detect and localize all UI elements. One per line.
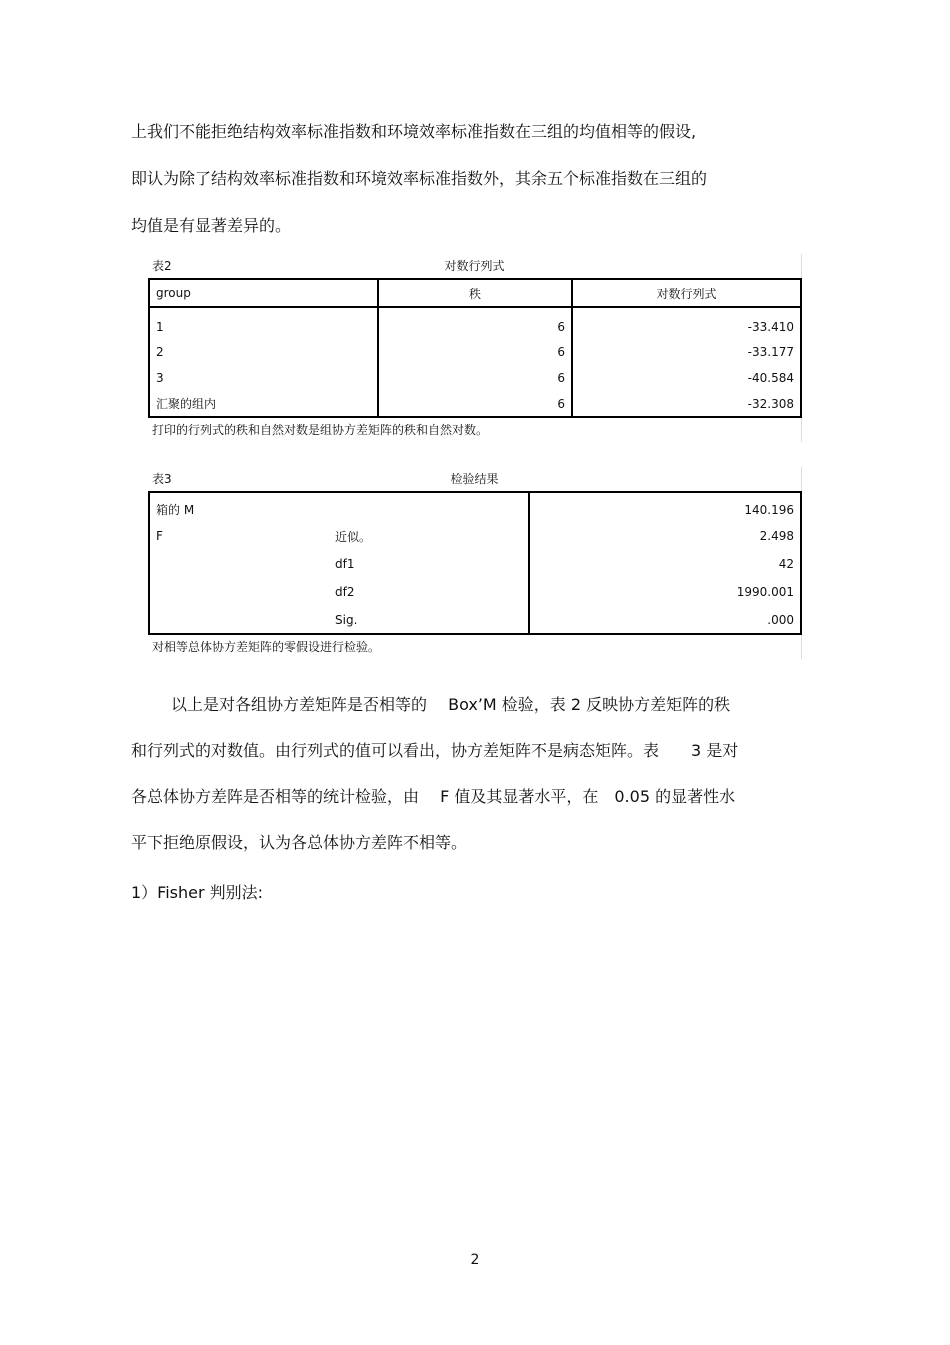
statistic-sublabel: df2 xyxy=(329,578,529,606)
statistic-value: 2.498 xyxy=(759,529,794,543)
statistic-value: .000 xyxy=(767,612,794,627)
test-results-table xyxy=(148,491,802,635)
table-2-log-determinants xyxy=(148,254,802,442)
text-line: 上我们不能拒绝结构效率标准指数和环境效率标准指数在三组的均值相等的假设, xyxy=(131,122,697,141)
text-line: 以上是对各组协方差矩阵是否相等的 Box’M 检验，表 2 反映协方差矩阵的秩 xyxy=(171,695,731,714)
paragraph-2 xyxy=(131,695,821,879)
log-determinant-table xyxy=(148,278,802,418)
statistic-sublabel: Sig. xyxy=(329,606,529,634)
statistic-label: F xyxy=(156,529,163,543)
statistic-value: 140.196 xyxy=(744,502,794,517)
table-3-test-results xyxy=(148,467,802,659)
rank-cell: 6 xyxy=(378,365,572,391)
table-row xyxy=(149,339,801,365)
table-row xyxy=(149,550,801,578)
rank-cell: 6 xyxy=(378,391,572,417)
statistic-label xyxy=(149,550,329,578)
text-line: 即认为除了结构效率标准指数和环境效率标准指数外，其余五个标准指数在三组的 xyxy=(131,169,708,188)
table-row xyxy=(149,307,801,339)
table-number: 表3 xyxy=(152,472,172,486)
log-determinant-cell: -40.584 xyxy=(747,371,794,385)
statistic-label xyxy=(149,606,329,634)
table-caption xyxy=(148,467,802,491)
table-footnote: 对相等总体协方差矩阵的零假设进行检验。 xyxy=(148,635,802,659)
column-header-group: group xyxy=(149,279,378,307)
statistic-sublabel: df1 xyxy=(329,550,529,578)
statistic-value: 42 xyxy=(778,557,794,571)
statistic-sublabel: 近似。 xyxy=(329,522,529,550)
statistic-sublabel xyxy=(329,492,529,522)
log-determinant-cell: -32.308 xyxy=(747,396,794,411)
group-cell: 3 xyxy=(149,365,378,391)
rank-cell: 6 xyxy=(378,307,572,339)
group-cell: 2 xyxy=(149,339,378,365)
statistic-label xyxy=(149,578,329,606)
log-determinant-cell: -33.410 xyxy=(747,319,794,334)
column-header-rank: 秩 xyxy=(378,279,572,307)
table-title: 对数行列式 xyxy=(444,259,505,273)
statistic-label: 箱的 M xyxy=(156,503,195,517)
rank-cell: 6 xyxy=(378,339,572,365)
table-caption xyxy=(148,254,802,278)
page-number: 2 xyxy=(470,1252,480,1268)
table-row xyxy=(149,365,801,391)
table-header-row xyxy=(149,279,801,307)
table-row xyxy=(149,492,801,522)
text-line: 平下拒绝原假设，认为各总体协方差阵不相等。 xyxy=(131,833,468,852)
table-title: 检验结果 xyxy=(450,472,499,486)
group-cell: 汇聚的组内 xyxy=(149,391,378,417)
section-heading: 1）Fisher 判别法: xyxy=(131,883,264,902)
table-number: 表2 xyxy=(152,259,172,273)
log-determinant-cell: -33.177 xyxy=(747,345,794,359)
paragraph-1 xyxy=(131,122,821,263)
table-row xyxy=(149,522,801,550)
group-cell: 1 xyxy=(149,307,378,339)
table-row xyxy=(149,578,801,606)
table-footnote: 打印的行列式的秩和自然对数是组协方差矩阵的秩和自然对数。 xyxy=(148,418,802,442)
column-header-log-determinant: 对数行列式 xyxy=(572,279,801,307)
table-row xyxy=(149,606,801,634)
table-row xyxy=(149,391,801,417)
statistic-value: 1990.001 xyxy=(736,585,794,599)
text-line: 各总体协方差阵是否相等的统计检验，由 F 值及其显著水平，在 0.05 的显著性水 xyxy=(131,787,736,806)
text-line: 均值是有显著差异的。 xyxy=(131,216,292,235)
text-line: 和行列式的对数值。由行列式的值可以看出，协方差矩阵不是病态矩阵。表 3 是对 xyxy=(131,741,739,760)
